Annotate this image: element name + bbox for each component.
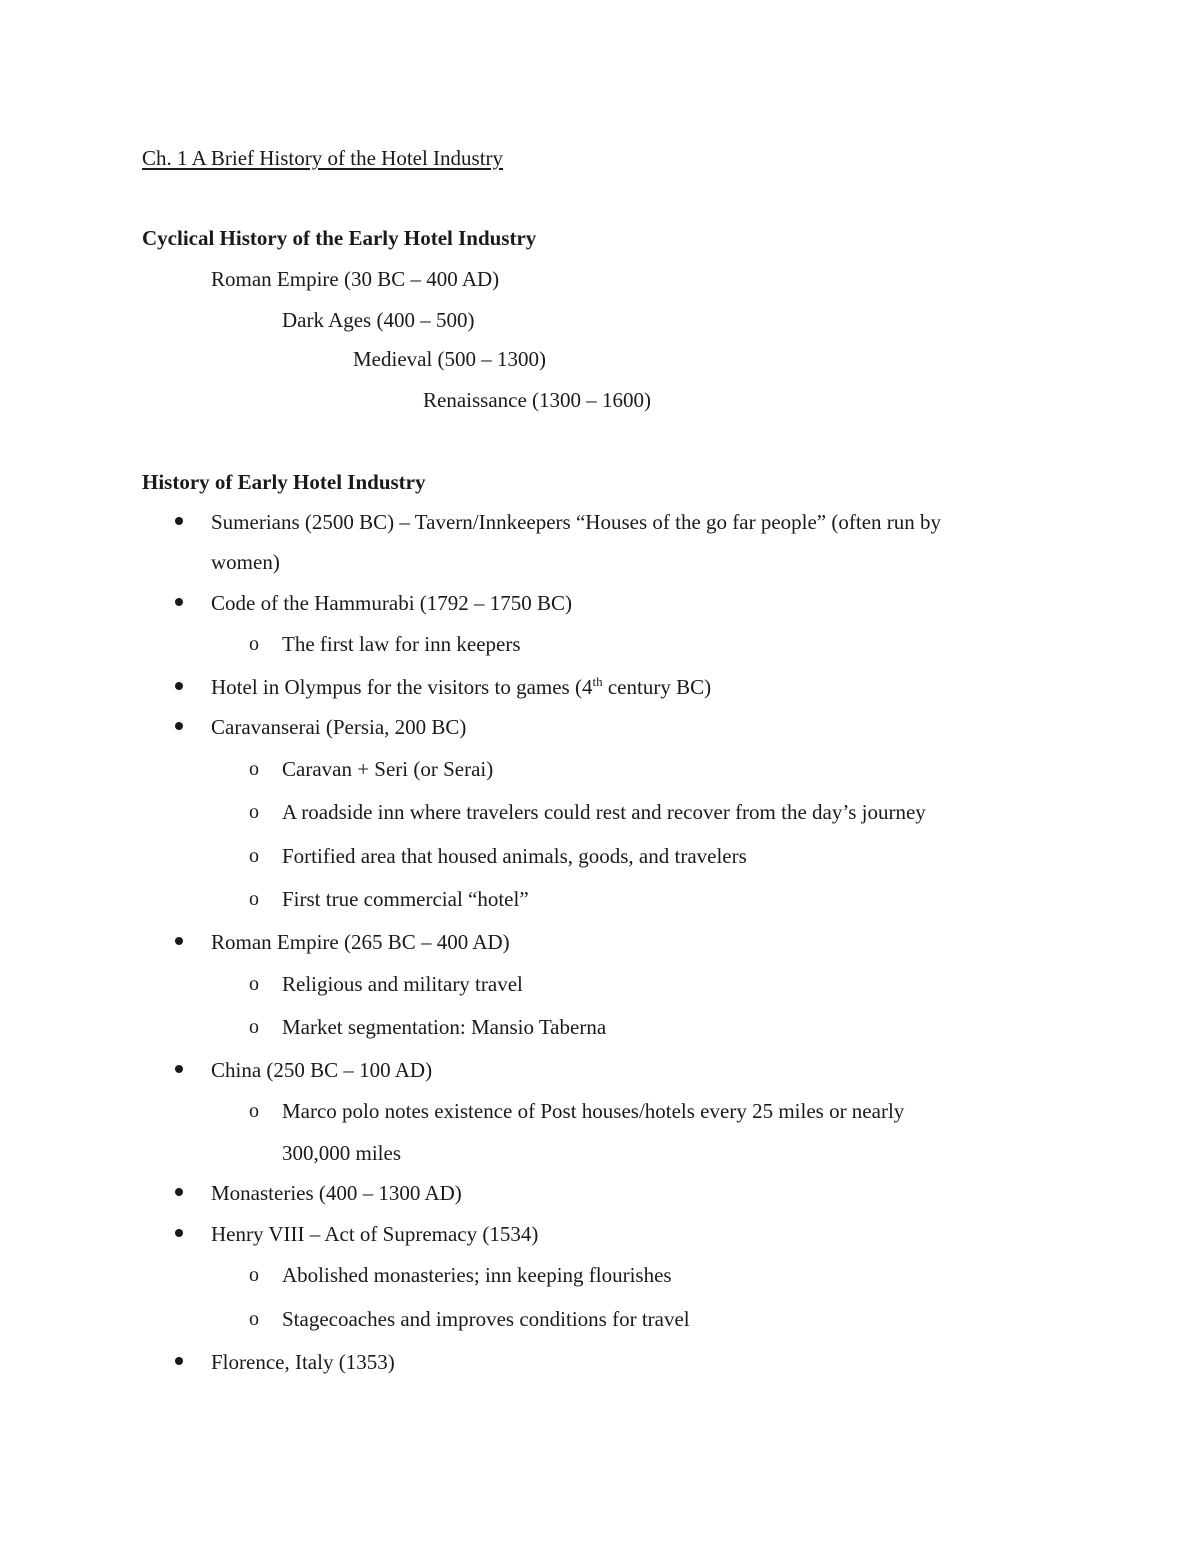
bullet-dot-icon <box>175 598 183 606</box>
sub-item-stagecoaches: Stagecoaches and improves conditions for travel <box>282 1307 690 1331</box>
bullet-dot-icon <box>175 1357 183 1365</box>
olympus-superscript: th <box>592 674 603 689</box>
sub-bullet-icon: o <box>249 845 259 867</box>
bullet-dot-icon <box>175 1065 183 1073</box>
era-roman-empire: Roman Empire (30 BC – 400 AD) <box>211 267 500 291</box>
sub-item-fortified-area: Fortified area that housed animals, goods, and travelers <box>282 844 747 868</box>
olympus-text-end: century BC) <box>602 675 712 699</box>
sub-item-caravan-seri: Caravan + Seri (or Serai) <box>282 757 494 781</box>
list-item-roman-empire: Roman Empire (265 BC – 400 AD) <box>211 930 510 954</box>
olympus-text-start: Hotel in Olympus for the visitors to games (4 <box>211 675 593 699</box>
list-item-sumerians: Sumerians (2500 BC) – Tavern/Innkeepers “Houses of the go far people” (often run by <box>211 510 942 534</box>
list-item-sumerians-cont: women) <box>211 550 280 574</box>
sub-bullet-icon: o <box>249 633 259 655</box>
sub-bullet-icon: o <box>249 801 259 823</box>
sub-bullet-icon: o <box>249 973 259 995</box>
list-item-monasteries: Monasteries (400 – 1300 AD) <box>211 1181 462 1205</box>
sub-item-first-hotel: First true commercial “hotel” <box>282 887 529 911</box>
sub-item-religious-travel: Religious and military travel <box>282 972 523 996</box>
sub-bullet-icon: o <box>249 888 259 910</box>
sub-item-marco-polo: Marco polo notes existence of Post houses/hotels every 25 miles or nearly <box>282 1099 905 1123</box>
list-item-hammurabi: Code of the Hammurabi (1792 – 1750 BC) <box>211 591 573 615</box>
list-item-olympus <box>211 675 711 699</box>
bullet-dot-icon <box>175 682 183 690</box>
bullet-dot-icon <box>175 1229 183 1237</box>
bullet-dot-icon <box>175 1188 183 1196</box>
list-item-china: China (250 BC – 100 AD) <box>211 1058 433 1082</box>
sub-bullet-icon: o <box>249 1308 259 1330</box>
sub-bullet-icon: o <box>249 1100 259 1122</box>
sub-item-marco-polo-cont: 300,000 miles <box>282 1141 401 1165</box>
document-title: Ch. 1 A Brief History of the Hotel Industry <box>142 146 504 170</box>
sub-item-market-segmentation: Market segmentation: Mansio Taberna <box>282 1015 607 1039</box>
era-medieval: Medieval (500 – 1300) <box>353 347 547 371</box>
sub-item-roadside-inn: A roadside inn where travelers could rest and recover from the day’s journey <box>282 800 926 824</box>
section-heading-history: History of Early Hotel Industry <box>142 470 426 494</box>
list-item-henry-viii: Henry VIII – Act of Supremacy (1534) <box>211 1222 539 1246</box>
bullet-dot-icon <box>175 937 183 945</box>
sub-item-abolished-monasteries: Abolished monasteries; inn keeping flourishes <box>282 1263 672 1287</box>
list-item-caravanserai: Caravanserai (Persia, 200 BC) <box>211 715 467 739</box>
section-heading-cyclical: Cyclical History of the Early Hotel Industry <box>142 226 537 250</box>
era-dark-ages: Dark Ages (400 – 500) <box>282 308 475 332</box>
sub-bullet-icon: o <box>249 1264 259 1286</box>
list-item-florence: Florence, Italy (1353) <box>211 1350 395 1374</box>
sub-bullet-icon: o <box>249 758 259 780</box>
bullet-dot-icon <box>175 517 183 525</box>
sub-bullet-icon: o <box>249 1016 259 1038</box>
era-renaissance: Renaissance (1300 – 1600) <box>423 388 652 412</box>
sub-item-first-law: The first law for inn keepers <box>282 632 521 656</box>
bullet-dot-icon <box>175 722 183 730</box>
